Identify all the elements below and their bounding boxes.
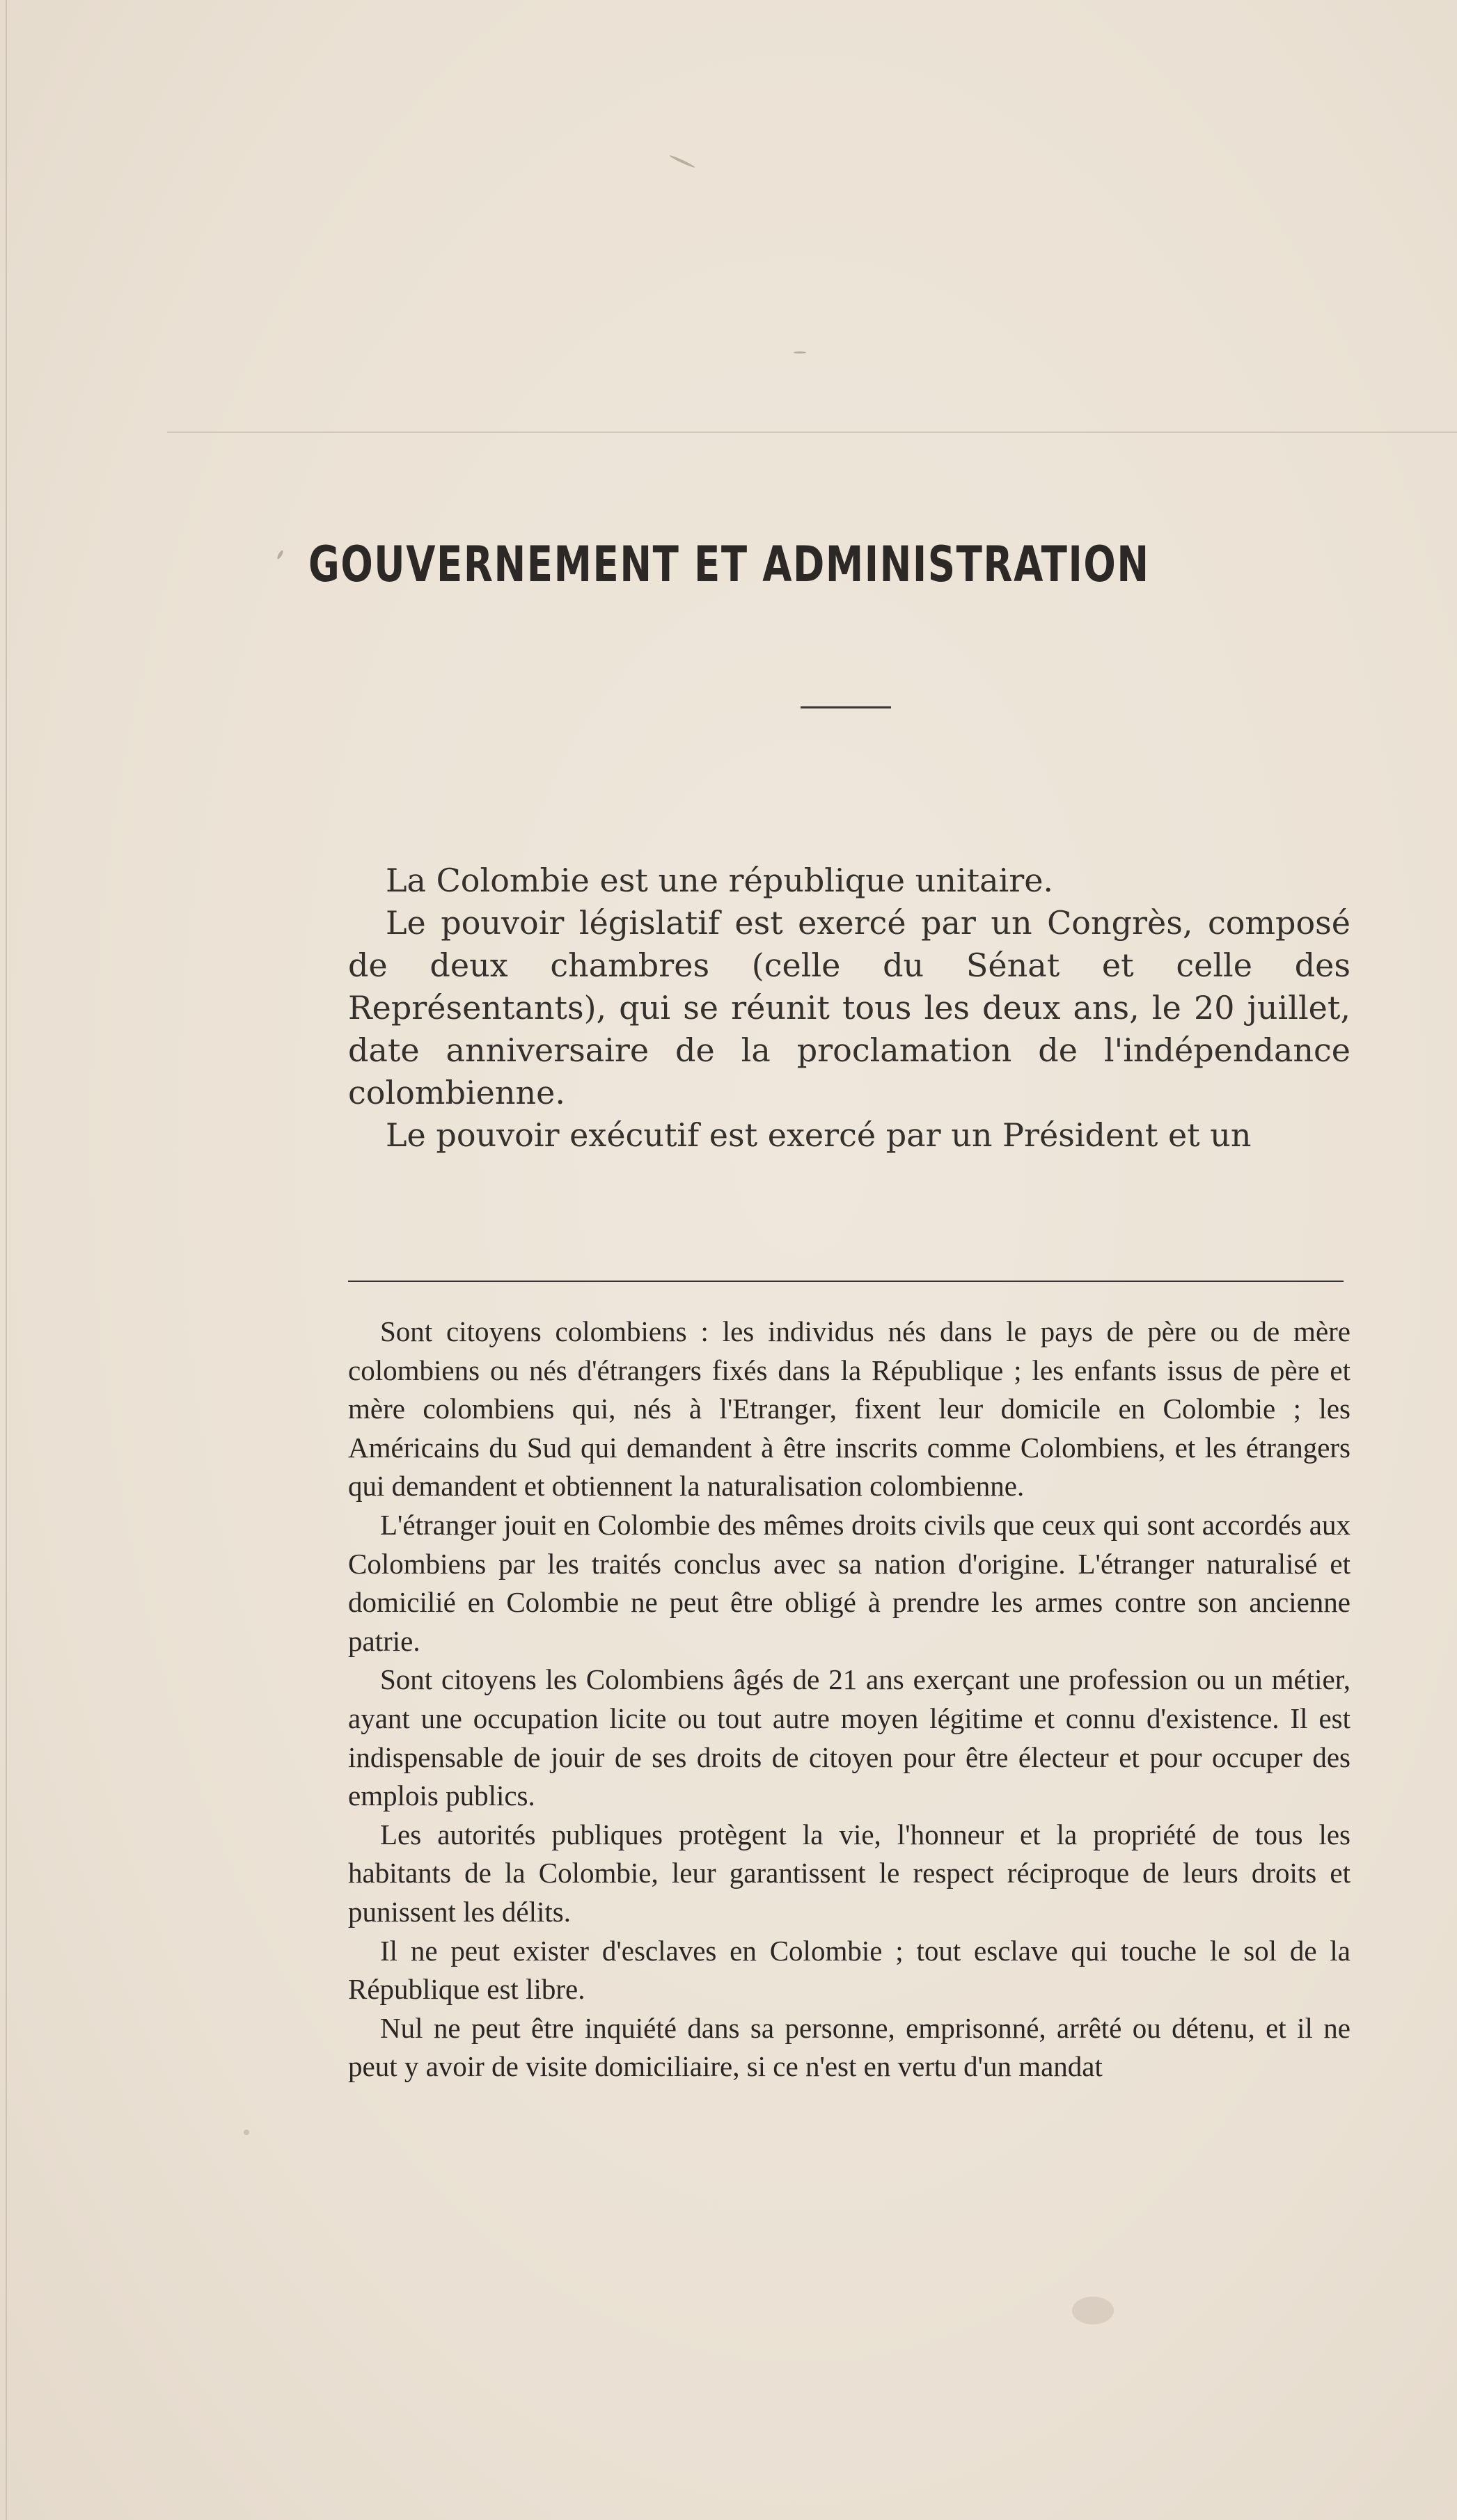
footnote-paragraph: Sont citoyens les Colombiens âgés de 21 ans exerçant une profession ou un métier, ayant une occupation licite ou tout autre moyen légitime et connu d'existence. Il est indispensable de jouir de ses droits de citoyen pour être électeur et pour occuper des emplois publics. xyxy=(348,1663,1350,1812)
main-paragraph: Le pouvoir législatif est exercé par un Congrès, composé de deux chambres (celle du Sénat et celle des Représentants), qui se réunit tous les deux ans, le 20 juillet, date anniversaire de la proclamation de l'indépendance colombienne. xyxy=(348,904,1350,1111)
paper-speck xyxy=(794,351,806,354)
top-divider xyxy=(167,431,1457,433)
paper-speck xyxy=(244,2130,249,2135)
footnote-paragraph: Il ne peut exister d'esclaves en Colombie ; tout esclave qui touche le sol de la République est libre. xyxy=(348,1934,1350,2006)
main-paragraph: Le pouvoir exécutif est exercé par un Président et un xyxy=(386,1116,1252,1154)
main-paragraph: La Colombie est une république unitaire. xyxy=(386,862,1054,899)
footnote-paragraph: L'étranger jouit en Colombie des mêmes droits civils que ceux qui sont accordés aux Colombiens par les traités conclus avec sa nation d'origine. L'étranger naturalisé et domicilié en Colombie ne peut être obligé à prendre les armes contre son ancienne patrie. xyxy=(348,1508,1350,1657)
footnote-paragraph: Sont citoyens colombiens : les individus nés dans le pays de père ou de mère colombiens ou nés d'étrangers fixés dans la République ; les enfants issus de père et mère colombiens qui, nés à l'Etranger, fixent leur domicile en Colombie ; les Américains du Sud qui demandent à être inscrits comme Colombiens, et les étrangers qui demandent et obtiennent la naturalisation colombienne. xyxy=(348,1315,1350,1503)
page-title: GOUVERNEMENT ET ADMINISTRATION xyxy=(308,536,1150,593)
paper-speck xyxy=(1072,2297,1114,2324)
footnote-body xyxy=(348,1313,1350,2086)
main-body xyxy=(348,859,1350,1157)
footnote-paragraph: Les autorités publiques protègent la vie, l'honneur et la propriété de tous les habitants de la Colombie, leur garantissent le respect réciproque de leurs droits et punissent les délits. xyxy=(348,1818,1350,1928)
footnote-paragraph: Nul ne peut être inquiété dans sa personne, emprisonné, arrêté ou détenu, et il ne peut y avoir de visite domiciliaire, si ce n'est en vertu d'un mandat xyxy=(348,2011,1350,2083)
page-edge xyxy=(6,0,7,2520)
title-underline xyxy=(801,706,891,708)
paper-speck xyxy=(669,154,695,169)
footnote-divider xyxy=(348,1281,1344,1282)
